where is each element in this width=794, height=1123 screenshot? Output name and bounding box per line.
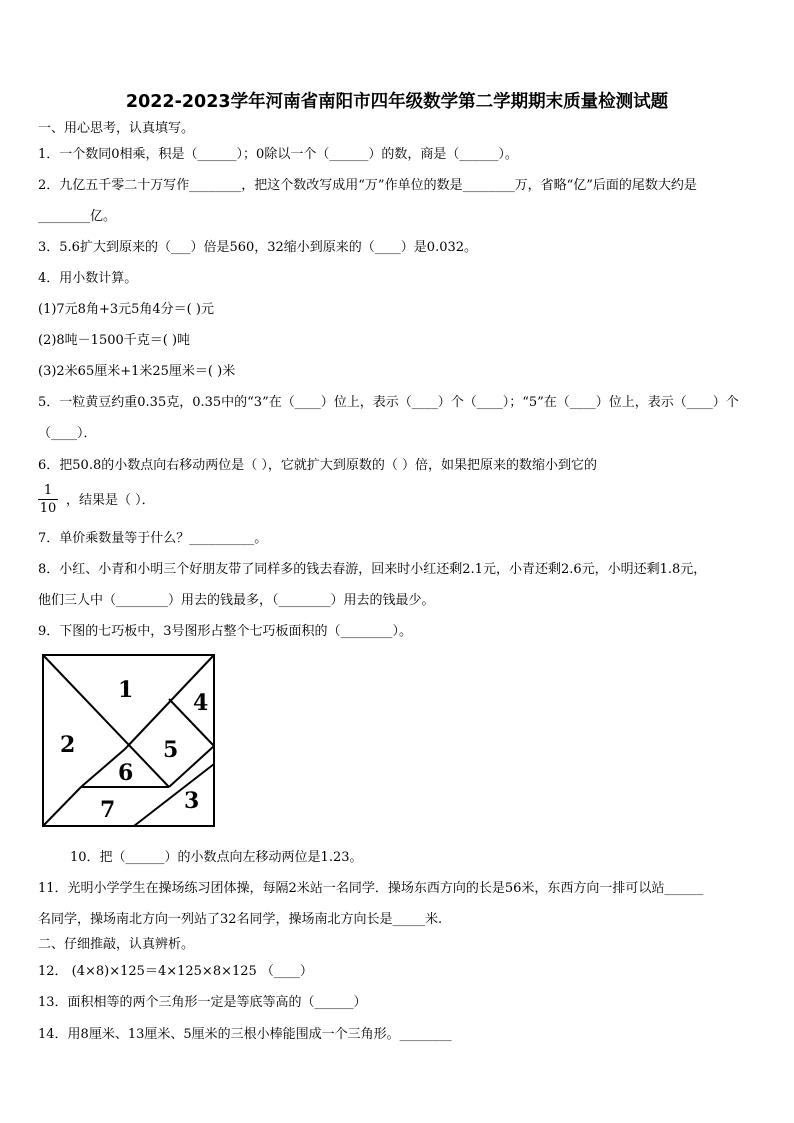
question-5: 5．一粒黄豆约重0.35克，0.35中的“3”在（____）位上，表示（____）个（____）；“5”在（____）位上，表示（____）个 bbox=[38, 395, 739, 410]
question-11-cont: 名同学，操场南北方向一列站了32名同学，操场南北方向长是_____米. bbox=[38, 912, 443, 927]
question-12: 12． (4×8)×125＝4×125×8×125 （____） bbox=[38, 964, 313, 979]
question-6-cont: ，结果是（ ）． bbox=[66, 493, 155, 508]
question-6: 6．把50.8的小数点向右移动两位是（ ），它就扩大到原数的（ ）倍，如果把原来的数缩小到它的 bbox=[38, 458, 597, 473]
question-13: 13．面积相等的两个三角形一定是等底等高的（______） bbox=[38, 995, 367, 1010]
tangram-label-3: 3 bbox=[184, 788, 200, 814]
tangram-label-4: 4 bbox=[193, 690, 209, 716]
fraction-numerator: 1 bbox=[38, 483, 58, 500]
tangram-label-6: 6 bbox=[118, 760, 134, 786]
question-4: 4．用小数计算。 bbox=[38, 271, 138, 286]
question-2-cont: ________亿。 bbox=[38, 209, 117, 224]
tangram-figure bbox=[42, 654, 216, 828]
section-2-heading: 二、仔细推敲，认真辨析。 bbox=[38, 937, 195, 952]
question-1: 1．一个数同0相乘，积是（______）；0除以一个（______）的数，商是（______）。 bbox=[38, 147, 518, 162]
fraction-one-tenth bbox=[38, 483, 58, 518]
section-1-heading: 一、用心思考，认真填写。 bbox=[38, 121, 195, 136]
tangram-label-5: 5 bbox=[163, 737, 179, 763]
question-8-cont: 他们三人中（________）用去的钱最多，（________）用去的钱最少。 bbox=[38, 593, 435, 608]
question-11: 11．光明小学学生在操场练习团体操，每隔2米站一名同学．操场东西方向的长是56米，东西方向一排可以站______ bbox=[38, 881, 704, 896]
tangram-label-2: 2 bbox=[60, 732, 76, 758]
question-9: 9．下图的七巧板中，3号图形占整个七巧板面积的（________）。 bbox=[38, 624, 413, 639]
page-title: 2022-2023学年河南省南阳市四年级数学第二学期期末质量检测试题 bbox=[125, 92, 669, 112]
question-4-2: (2)8吨－1500千克＝( )吨 bbox=[38, 333, 191, 348]
question-10: 10．把（______）的小数点向左移动两位是1.23。 bbox=[70, 850, 363, 865]
question-7: 7．单价乘数量等于什么？__________。 bbox=[38, 531, 268, 546]
question-4-3: (3)2米65厘米+1米25厘米＝( )米 bbox=[38, 364, 236, 379]
tangram-label-1: 1 bbox=[118, 677, 134, 703]
tangram-label-7: 7 bbox=[100, 797, 116, 823]
question-8: 8．小红、小青和小明三个好朋友带了同样多的钱去春游，回来时小红还剩2.1元，小青还剩2.6元，小明还剩1.8元， bbox=[38, 562, 707, 577]
question-4-1: (1)7元8角+3元5角4分＝( )元 bbox=[38, 302, 214, 317]
question-2: 2．九亿五千零二十万写作________，把这个数改写成用“万”作单位的数是________万，省略“亿”后面的尾数大约是 bbox=[38, 178, 697, 193]
question-5-cont: （____）． bbox=[38, 426, 97, 441]
fraction-denominator: 10 bbox=[39, 501, 57, 516]
question-3: 3．5.6扩大到原来的（___）倍是560，32缩小到原来的（____）是0.032。 bbox=[38, 240, 478, 255]
question-14: 14．用8厘米、13厘米、5厘米的三根小棒能围成一个三角形。________ bbox=[38, 1027, 452, 1042]
